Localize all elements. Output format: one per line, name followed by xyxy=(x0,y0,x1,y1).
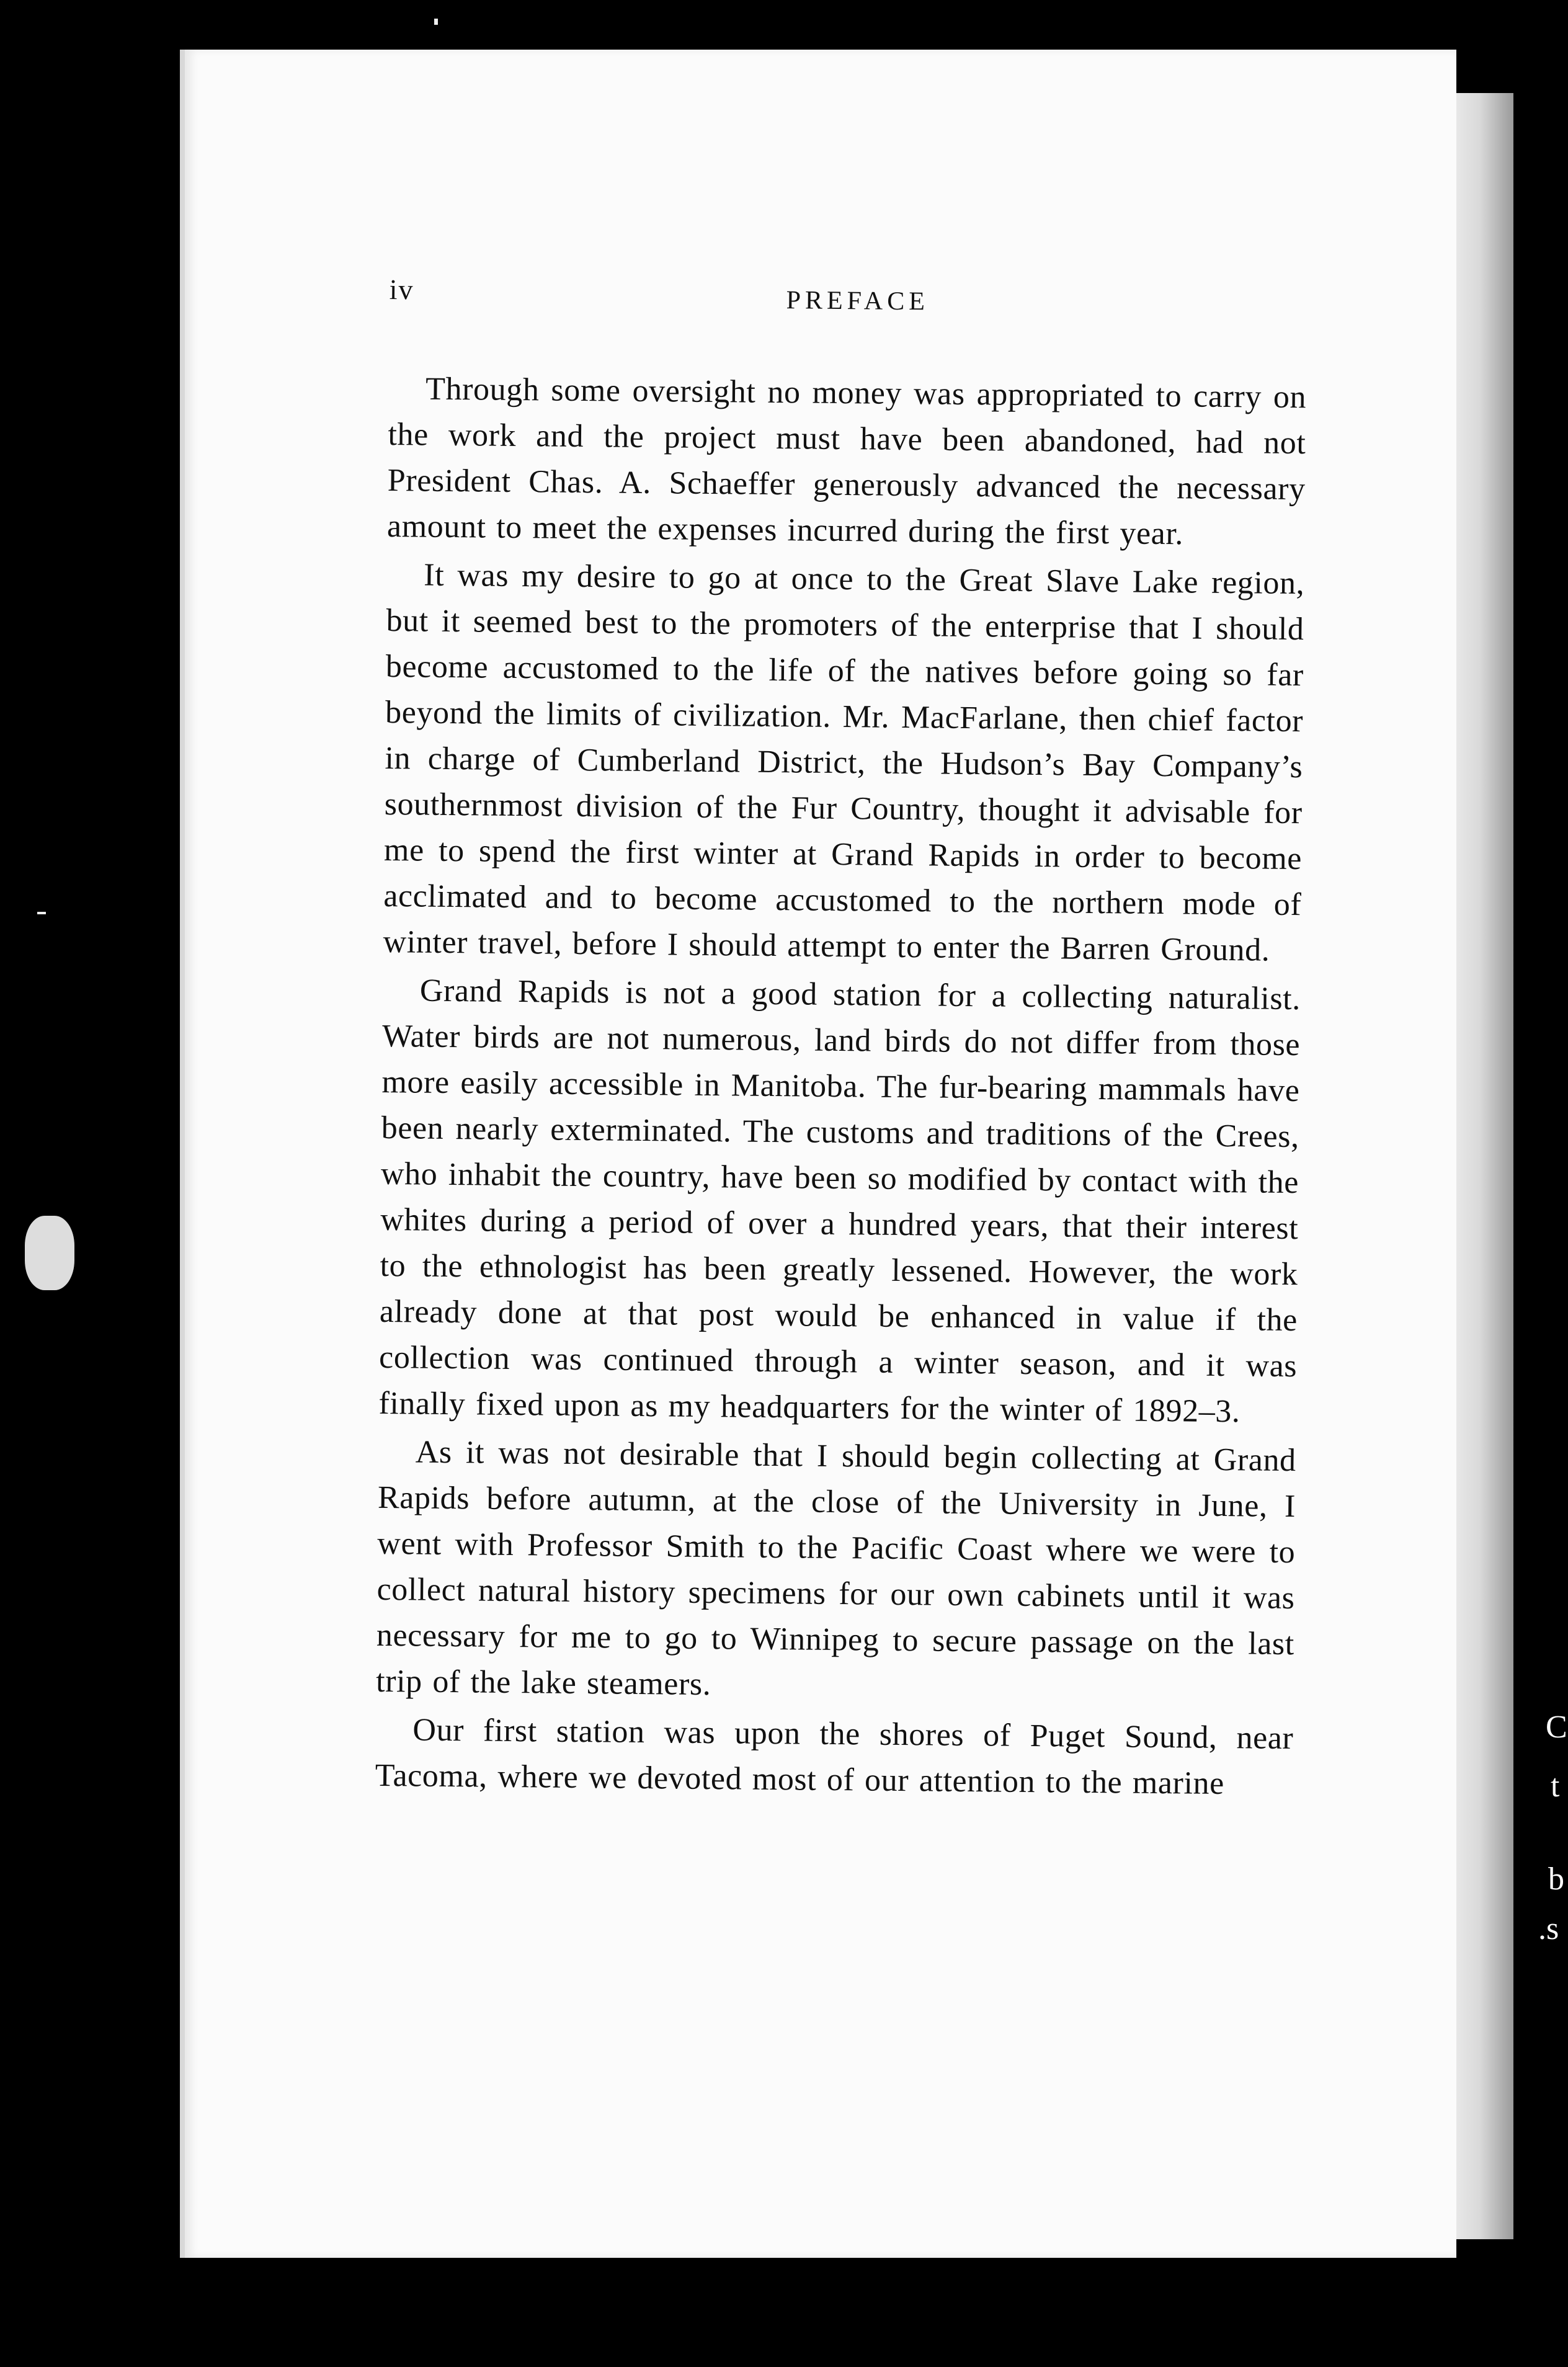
paragraph: As it was not desirable that I should begin collecting at Grand Rapids before autumn, at the close of the University in June, I went with Professor Smith to the Pacific Coast where we were to collect natural history specimens for our own cabinets until it was necessary for me to go to Winnipeg to secure passage on the last trip of the lake steamers. xyxy=(375,1434,1296,1703)
paragraph: Grand Rapids is not a good station for a collecting naturalist. Water birds are not numerous, land birds do not differ from those more easily accessible in Manitoba. The fur-bearing mammals have been nearly exterminated. The customs and traditions of the Crees, who inhabit the country, have been so modified by contact with the whites during a period of over a hundred years, that their interest to the ethnologist has been greatly lessened. However, the work already done at that post would be enhanced in value if the collection was continued through a winter season, and it was finally fixed upon as my headquarters for the winter of 1892–3. xyxy=(378,973,1301,1430)
paragraph: It was my desire to go at once to the Great Slave Lake region, but it seemed best to the promoters of the enterprise that I should become accustomed to the life of the natives before going so far beyond the limits of civilization. Mr. MacFarlane, then chief factor in charge of Cumberland District, the Hudson’s Bay Company’s southernmost division of the Fur Country, thought it advisable for me to spend the first winter at Grand Rapids in order to become acclimated and to become accustomed to the northern mode of winter travel, before I should attempt to enter the Barren Ground. xyxy=(383,557,1305,968)
page-number: iv xyxy=(389,273,414,306)
scan-speck xyxy=(25,1216,74,1290)
page-header xyxy=(389,273,1307,375)
paragraph: Our first station was upon the shores of Puget Sound, near Tacoma, where we devoted most of our attention to the marine xyxy=(375,1712,1294,1802)
facing-page-fragment: C xyxy=(1546,1709,1567,1745)
facing-page-fragment: .s xyxy=(1538,1911,1559,1946)
scan-speck xyxy=(37,912,46,914)
page-text xyxy=(375,273,1307,1808)
facing-page-fragment: t xyxy=(1551,1768,1560,1804)
running-head: PREFACE xyxy=(786,286,930,316)
scan-speck xyxy=(434,19,438,25)
paragraph: Through some oversight no money was appropriated to carry on the work and the project must have been abandoned, had not President Chas. A. Schaeffer generously advanced the necessary amount to meet the expenses incurred during the first year. xyxy=(386,371,1307,552)
facing-page-fragment: b xyxy=(1548,1861,1564,1897)
book-page xyxy=(180,50,1456,2258)
